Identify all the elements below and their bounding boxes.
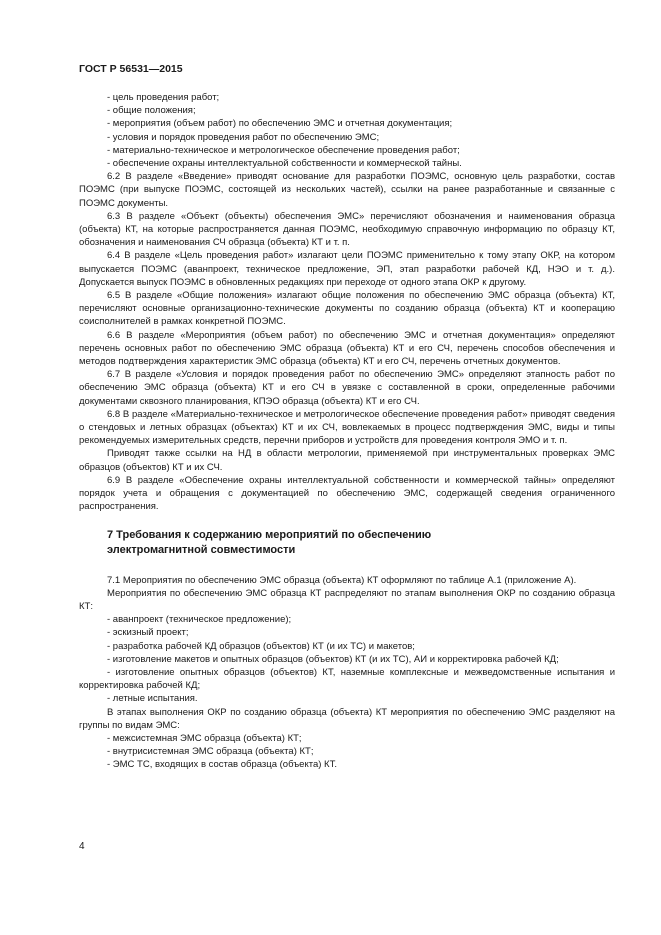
paragraph-6-8: 6.8 В разделе «Материально-техническое и метрологическое обеспечение проведения работ» приводят сведения о стендовых и летных образцах (объектах) КТ и их СЧ, вовлекаемых в процесс подтверждения ЭМС, виды и типы рекомендуемых измерительных средств, перечни приборов и устройств для проведения контроля ЭМО и т. п. — [79, 408, 615, 447]
list-item: - ЭМС ТС, входящих в состав образца (объекта) КТ. — [107, 759, 337, 771]
section-7-title-line1: 7 Требования к содержанию мероприятий по обеспечению — [107, 528, 432, 541]
paragraph-6-6: 6.6 В разделе «Мероприятия (объем работ) по обеспечению ЭМС и отчетная документация» определяют перечень основных работ по обеспечению ЭМС образца (объекта) КТ и его СЧ, перечень способов обеспечения и методов подтверждения характеристик ЭМС образца (объекта) КТ и его СЧ, перечень отчетных документов. — [79, 329, 615, 368]
list-item: - внутрисистемная ЭМС образца (объекта) КТ; — [107, 746, 314, 758]
list-item: - цель проведения работ; — [107, 92, 220, 103]
document-body — [79, 91, 615, 772]
list-item: - условия и порядок проведения работ по обеспечению ЭМС; — [107, 131, 380, 143]
list-item: - общие положения; — [107, 105, 196, 117]
paragraph-emc-groups: В этапах выполнения ОКР по созданию образца (объекта) КТ мероприятия по обеспечению ЭМС разделяют на группы по видам ЭМС: — [79, 706, 615, 731]
list-item: - материально-техническое и метрологическое обеспечение проведения работ; — [107, 144, 460, 156]
standard-code-header: ГОСТ Р 56531—2015 — [79, 63, 183, 75]
paragraph-6-7: 6.7 В разделе «Условия и порядок проведения работ по обеспечению ЭМС» определяют этапность работ по обеспечению ЭМС образца (объекта) КТ и его СЧ в увязке с составленной в сроки, определенные рабочими документами сквозного планирования, КПЭО образца (объекта) КТ и его СЧ. — [79, 369, 615, 407]
paragraph-6-3: 6.3 В разделе «Объект (объекты) обеспечения ЭМС» перечисляют обозначения и наименования образца (объекта) КТ, на которые распространяется данная ПОЭМС, необходимую справочную информацию по образцу КТ, обозначения и наименования СЧ образца (объекта) КТ и т. п. — [79, 210, 615, 249]
paragraph-6-2: 6.2 В разделе «Введение» приводят основание для разработки ПОЭМС, основную цель разработки, состав ПОЭМС (при выпуске ПОЭМС, состоящей из нескольких частей), ссылки на ранее разработанные и связанные с ПОЭМС документы. — [79, 171, 615, 209]
list-item: - обеспечение охраны интеллектуальной собственности и коммерческой тайны. — [107, 158, 462, 170]
paragraph-6-4: 6.4 В разделе «Цель проведения работ» излагают цели ПОЭМС применительно к тому этапу ОКР, на котором выпускается ПОЭМС (аванпроект, техническое предложение, ЭП, этап разработки рабочей КД, НЭО и т. д.). Допускается выпуск ПОЭМС в обновленных редакциях при переходе от одного этапа ОКР к другому. — [79, 250, 615, 288]
section-7-title — [107, 528, 615, 558]
list-item: - межсистемная ЭМС образца (объекта) КТ; — [107, 732, 302, 744]
list-item: - летные испытания. — [107, 693, 198, 705]
list-item: - разработка рабочей КД образцов (объектов) КТ (и их ТС) и макетов; — [107, 640, 415, 652]
list-item: - аванпроект (техническое предложение); — [107, 614, 292, 626]
list-item: - мероприятия (объем работ) по обеспечению ЭМС и отчетная документация; — [107, 118, 453, 130]
paragraph-stages-intro: Мероприятия по обеспечению ЭМС образца КТ распределяют по этапам выполнения ОКР по созданию образца КТ: — [79, 587, 615, 612]
paragraph-7-1: 7.1 Мероприятия по обеспечению ЭМС образца (объекта) КТ оформляют по таблице А.1 (приложение А). — [107, 574, 577, 586]
list-item: - изготовление макетов и опытных образцов (объектов) КТ (и их ТС), АИ и корректировка рабочей КД; — [107, 653, 559, 665]
paragraph-6-9: 6.9 В разделе «Обеспечение охраны интеллектуальной собственности и коммерческой тайны» определяют порядок учета и обращения с документацией по обеспечению ЭМС, содержащей сведения ограниченного распространения. — [79, 474, 615, 513]
paragraph-6-5: 6.5 В разделе «Общие положения» излагают общие положения по обеспечению ЭМС образца (объекта) КТ, перечисляют основные организационно-технические документы по созданию образца (объекта) КТ и кооперацию соисполнителей в рамках конкретной ПОЭМС. — [79, 290, 615, 328]
list-item: - эскизный проект; — [107, 627, 189, 639]
paragraph-6-8-metrology: Приводят также ссылки на НД в области метрологии, применяемой при инструментальных проверках ЭМС образцов (объектов) КТ и их СЧ. — [79, 448, 615, 473]
page-number: 4 — [79, 841, 85, 852]
section-7-title-line2: электромагнитной совместимости — [107, 543, 296, 556]
list-item: - изготовление опытных образцов (объектов) КТ, наземные комплексные и межведомственные испытания и корректировка рабочей КД; — [79, 666, 615, 692]
